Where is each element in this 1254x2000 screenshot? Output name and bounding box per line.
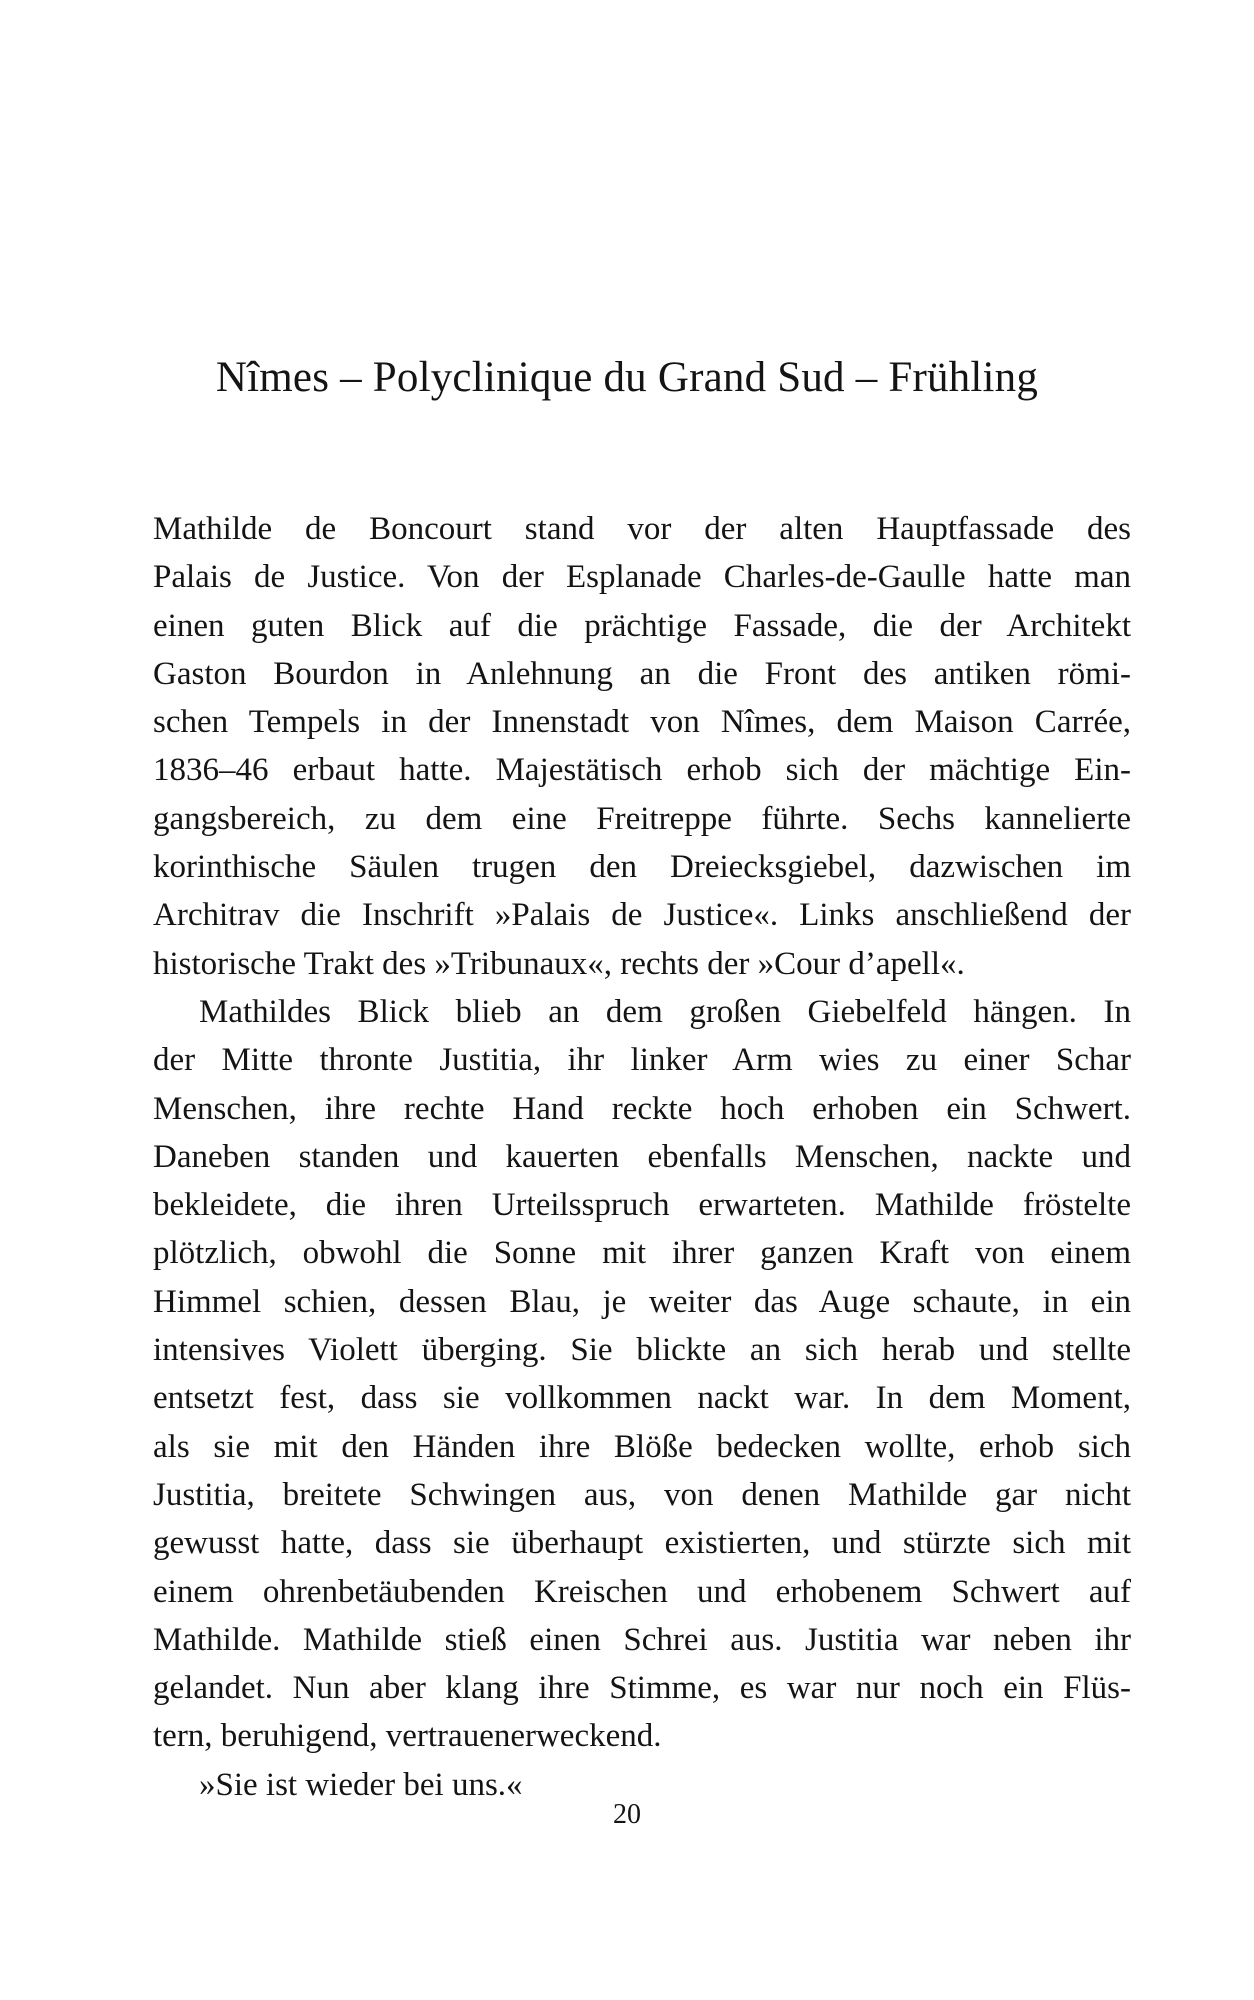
text-line: Justitia, breitete Schwingen aus, von denen Mathilde gar nicht <box>153 1476 1131 1513</box>
text-line: als sie mit den Händen ihre Blöße bedecken wollte, erhob sich <box>153 1428 1131 1465</box>
text-line: Gaston Bourdon in Anlehnung an die Front des antiken römi- <box>153 655 1131 692</box>
text-line: Mathilde de Boncourt stand vor der alten Hauptfassade des <box>153 511 1131 547</box>
text-line: Daneben standen und kauerten ebenfalls Menschen, nackte und <box>153 1138 1131 1175</box>
text-line: Himmel schien, dessen Blau, je weiter das Auge schaute, in ein <box>153 1283 1131 1320</box>
text-line: gelandet. Nun aber klang ihre Stimme, es war nur noch ein Flüs- <box>153 1670 1131 1707</box>
chapter-title: Nîmes – Polyclinique du Grand Sud – Frühling <box>215 354 1039 401</box>
text-line: gewusst hatte, dass sie überhaupt existierten, und stürzte sich mit <box>153 1525 1131 1562</box>
text-line: bekleidete, die ihren Urteilsspruch erwarteten. Mathilde fröstelte <box>153 1187 1131 1224</box>
text-line: Mathilde. Mathilde stieß einen Schrei aus. Justitia war neben ihr <box>153 1621 1131 1658</box>
text-line: historische Trakt des »Tribunaux«, rechts der »Cour d’apell«. <box>153 945 965 982</box>
text-line: »Sie ist wieder bei uns.« <box>199 1766 523 1803</box>
text-line: der Mitte thronte Justitia, ihr linker Arm wies zu einer Schar <box>153 1042 1131 1079</box>
text-line: korinthische Säulen trugen den Dreiecksgiebel, dazwischen im <box>153 849 1131 886</box>
text-line: intensives Violett überging. Sie blickte an sich herab und stellte <box>153 1332 1131 1369</box>
body-text <box>153 505 1131 1809</box>
text-line: Menschen, ihre rechte Hand reckte hoch erhoben ein Schwert. <box>153 1090 1131 1127</box>
text-line: einem ohrenbetäubenden Kreischen und erhobenem Schwert auf <box>153 1573 1131 1610</box>
paragraph <box>153 988 1131 1761</box>
text-line: Palais de Justice. Von der Esplanade Charles-de-Gaulle hatte man <box>153 559 1131 596</box>
text-line: entsetzt fest, dass sie vollkommen nackt war. In dem Moment, <box>153 1380 1131 1417</box>
text-line: Mathildes Blick blieb an dem großen Giebelfeld hängen. In <box>199 993 1131 1030</box>
text-line: schen Tempels in der Innenstadt von Nîmes, dem Maison Carrée, <box>153 704 1131 741</box>
text-line: 1836–46 erbaut hatte. Majestätisch erhob sich der mächtige Ein- <box>153 752 1131 789</box>
text-line: tern, beruhigend, vertrauenerweckend. <box>153 1718 662 1755</box>
text-line: gangsbereich, zu dem eine Freitreppe führte. Sechs kannelierte <box>153 800 1131 837</box>
paragraph <box>153 505 1131 988</box>
text-line: einen guten Blick auf die prächtige Fassade, die der Architekt <box>153 607 1131 644</box>
text-line: plötzlich, obwohl die Sonne mit ihrer ganzen Kraft von einem <box>153 1235 1131 1272</box>
page-number: 20 <box>613 1799 641 1830</box>
text-line: Architrav die Inschrift »Palais de Justice«. Links anschließend der <box>153 897 1131 934</box>
